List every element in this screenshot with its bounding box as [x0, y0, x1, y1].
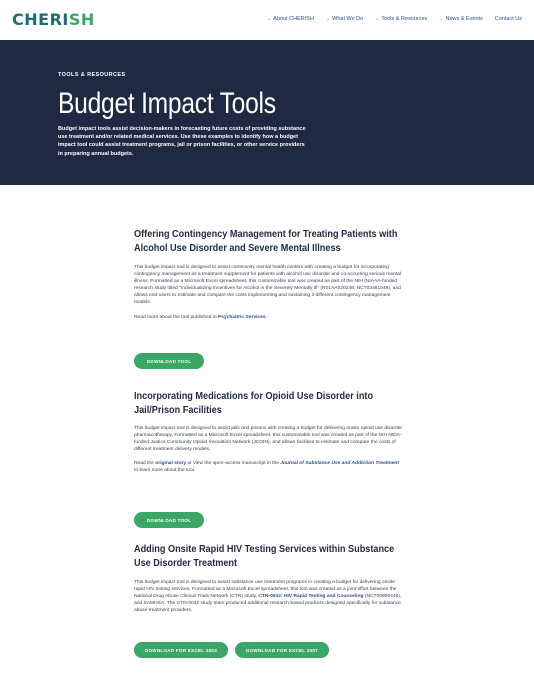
tool-description-suffix: (NCT00809445), and SAMHSA. The CTN-0032 study team produced additional research-based products designed specifically for substance abuse treatment providers. [134, 594, 402, 614]
site-header [0, 0, 534, 40]
tool-read-more [134, 460, 404, 474]
tool-title: Incorporating Medications for Opioid Use Disorder into Jail/Prison Facilities [134, 390, 374, 416]
psychiatric-services-link[interactable]: Psychiatric Services [218, 314, 266, 320]
tool-description: This budget impact tool is designed to assist jails and prisons with creating a budget for delivering onsite opioid use disorder pharmacotherapy. Formatted as a Microsoft Excel spreadsheet, this customizable tool was created as part of the NIH NIDA-funded Justice Community Opioid Innovation Network (JCOIN), and allows facilities to estimate and compare the costs of different treatment delivery models. [134, 426, 403, 453]
read-more-text: Read the [134, 461, 156, 467]
tool-read-more [134, 314, 404, 321]
read-more-mid: or view the open-access manuscript in the [186, 461, 281, 467]
download-excel-2007-button[interactable]: DOWNLOAD FOR EXCEL 2007 [235, 642, 329, 658]
logo-text: CHERI [12, 10, 69, 29]
page-title: Budget Impact Tools [58, 87, 276, 120]
nav-tools-resources[interactable] [375, 16, 427, 22]
nav-news-events[interactable] [439, 16, 483, 22]
download-tool-button[interactable]: DOWNLOAD TOOL [134, 512, 204, 528]
nav-label: News & Events [445, 16, 483, 22]
nav-label: About CHERISH [273, 16, 314, 22]
tool-card-rapid-hiv-testing [134, 543, 404, 653]
nav-contact-us[interactable] [495, 16, 522, 22]
hero-banner [0, 40, 534, 185]
nav-about-cherish[interactable] [267, 16, 314, 22]
cherish-logo[interactable] [12, 10, 95, 29]
tool-title: Offering Contingency Management for Treating Patients with Alcohol Use Disorder and Severe Mental Illness [134, 228, 398, 254]
logo-accent-text: SH [68, 10, 95, 29]
tool-card-opioid-use-disorder [134, 390, 404, 523]
main-nav [267, 16, 522, 22]
read-more-suffix: . [265, 314, 267, 320]
nav-label: What We Do [332, 16, 364, 22]
chevron-down-icon: ⌄ [267, 16, 272, 22]
read-more-suffix: to learn more about the tool. [134, 468, 196, 474]
nav-what-we-do[interactable] [326, 16, 363, 22]
original-story-link[interactable]: original story [155, 461, 187, 467]
chevron-down-icon: ⌄ [325, 16, 331, 22]
chevron-down-icon: ⌄ [439, 16, 444, 22]
download-excel-2003-button[interactable]: DOWNLOAD FOR EXCEL 2003 [134, 642, 228, 658]
journal-link[interactable]: Journal of Substance Use and Addiction Treatment [280, 461, 400, 467]
hero-eyebrow: TOOLS & RESOURCES [58, 72, 126, 78]
download-tool-button[interactable]: DOWNLOAD TOOL [134, 353, 204, 369]
hero-description: Budget impact tools assist decision-makers in forecasting future costs of providing substance use treatment and/or related medical services. Use these examples to identify how a budget impact tool could assist treatment programs, jail or prison facilities, or other service providers in preparing annual budgets. [58, 126, 306, 157]
tool-description [134, 579, 404, 614]
tool-card-contingency-management [134, 228, 404, 364]
nav-label: Tools & Resources [381, 16, 428, 22]
tool-description-text: This budget impact tool is designed to assist substance use treatment programs in creating a budget for delivering onsite rapid HIV testing services. Formatted as a Microsoft Excel spreadsheet, this tool was created as a joint effort between the National Drug Abuse Clinical Trials Network (CTN) study, [134, 580, 397, 600]
ctn-0032-link[interactable]: CTN-0032: HIV Rapid Testing and Counseling [258, 594, 364, 600]
read-more-text: Read more about the tool published in [134, 314, 219, 320]
tool-description: This budget impact tool is designed to assist community mental health centers with creating a budget for incorporating contingency management as a treatment supplement for patients with alcohol use disorder and co-occurring serious mental illness. Formatted as a Microsoft Excel spreadsheet, this customizable tool was created as part of the NIH (NIAAA-funded research study titled "Individualizing Incentives for Alcohol in the Severely Mentally Ill" (R01AA020248; NCT03481049), and allows end-users to estimate and compare the costs implementing and sustaining 3 different contingency management models. [134, 265, 401, 306]
tool-title: Adding Onsite Rapid HIV Testing Services within Substance Use Disorder Treatment [134, 543, 395, 569]
nav-label: Contact Us [494, 16, 522, 22]
chevron-down-icon: ⌄ [375, 16, 380, 22]
